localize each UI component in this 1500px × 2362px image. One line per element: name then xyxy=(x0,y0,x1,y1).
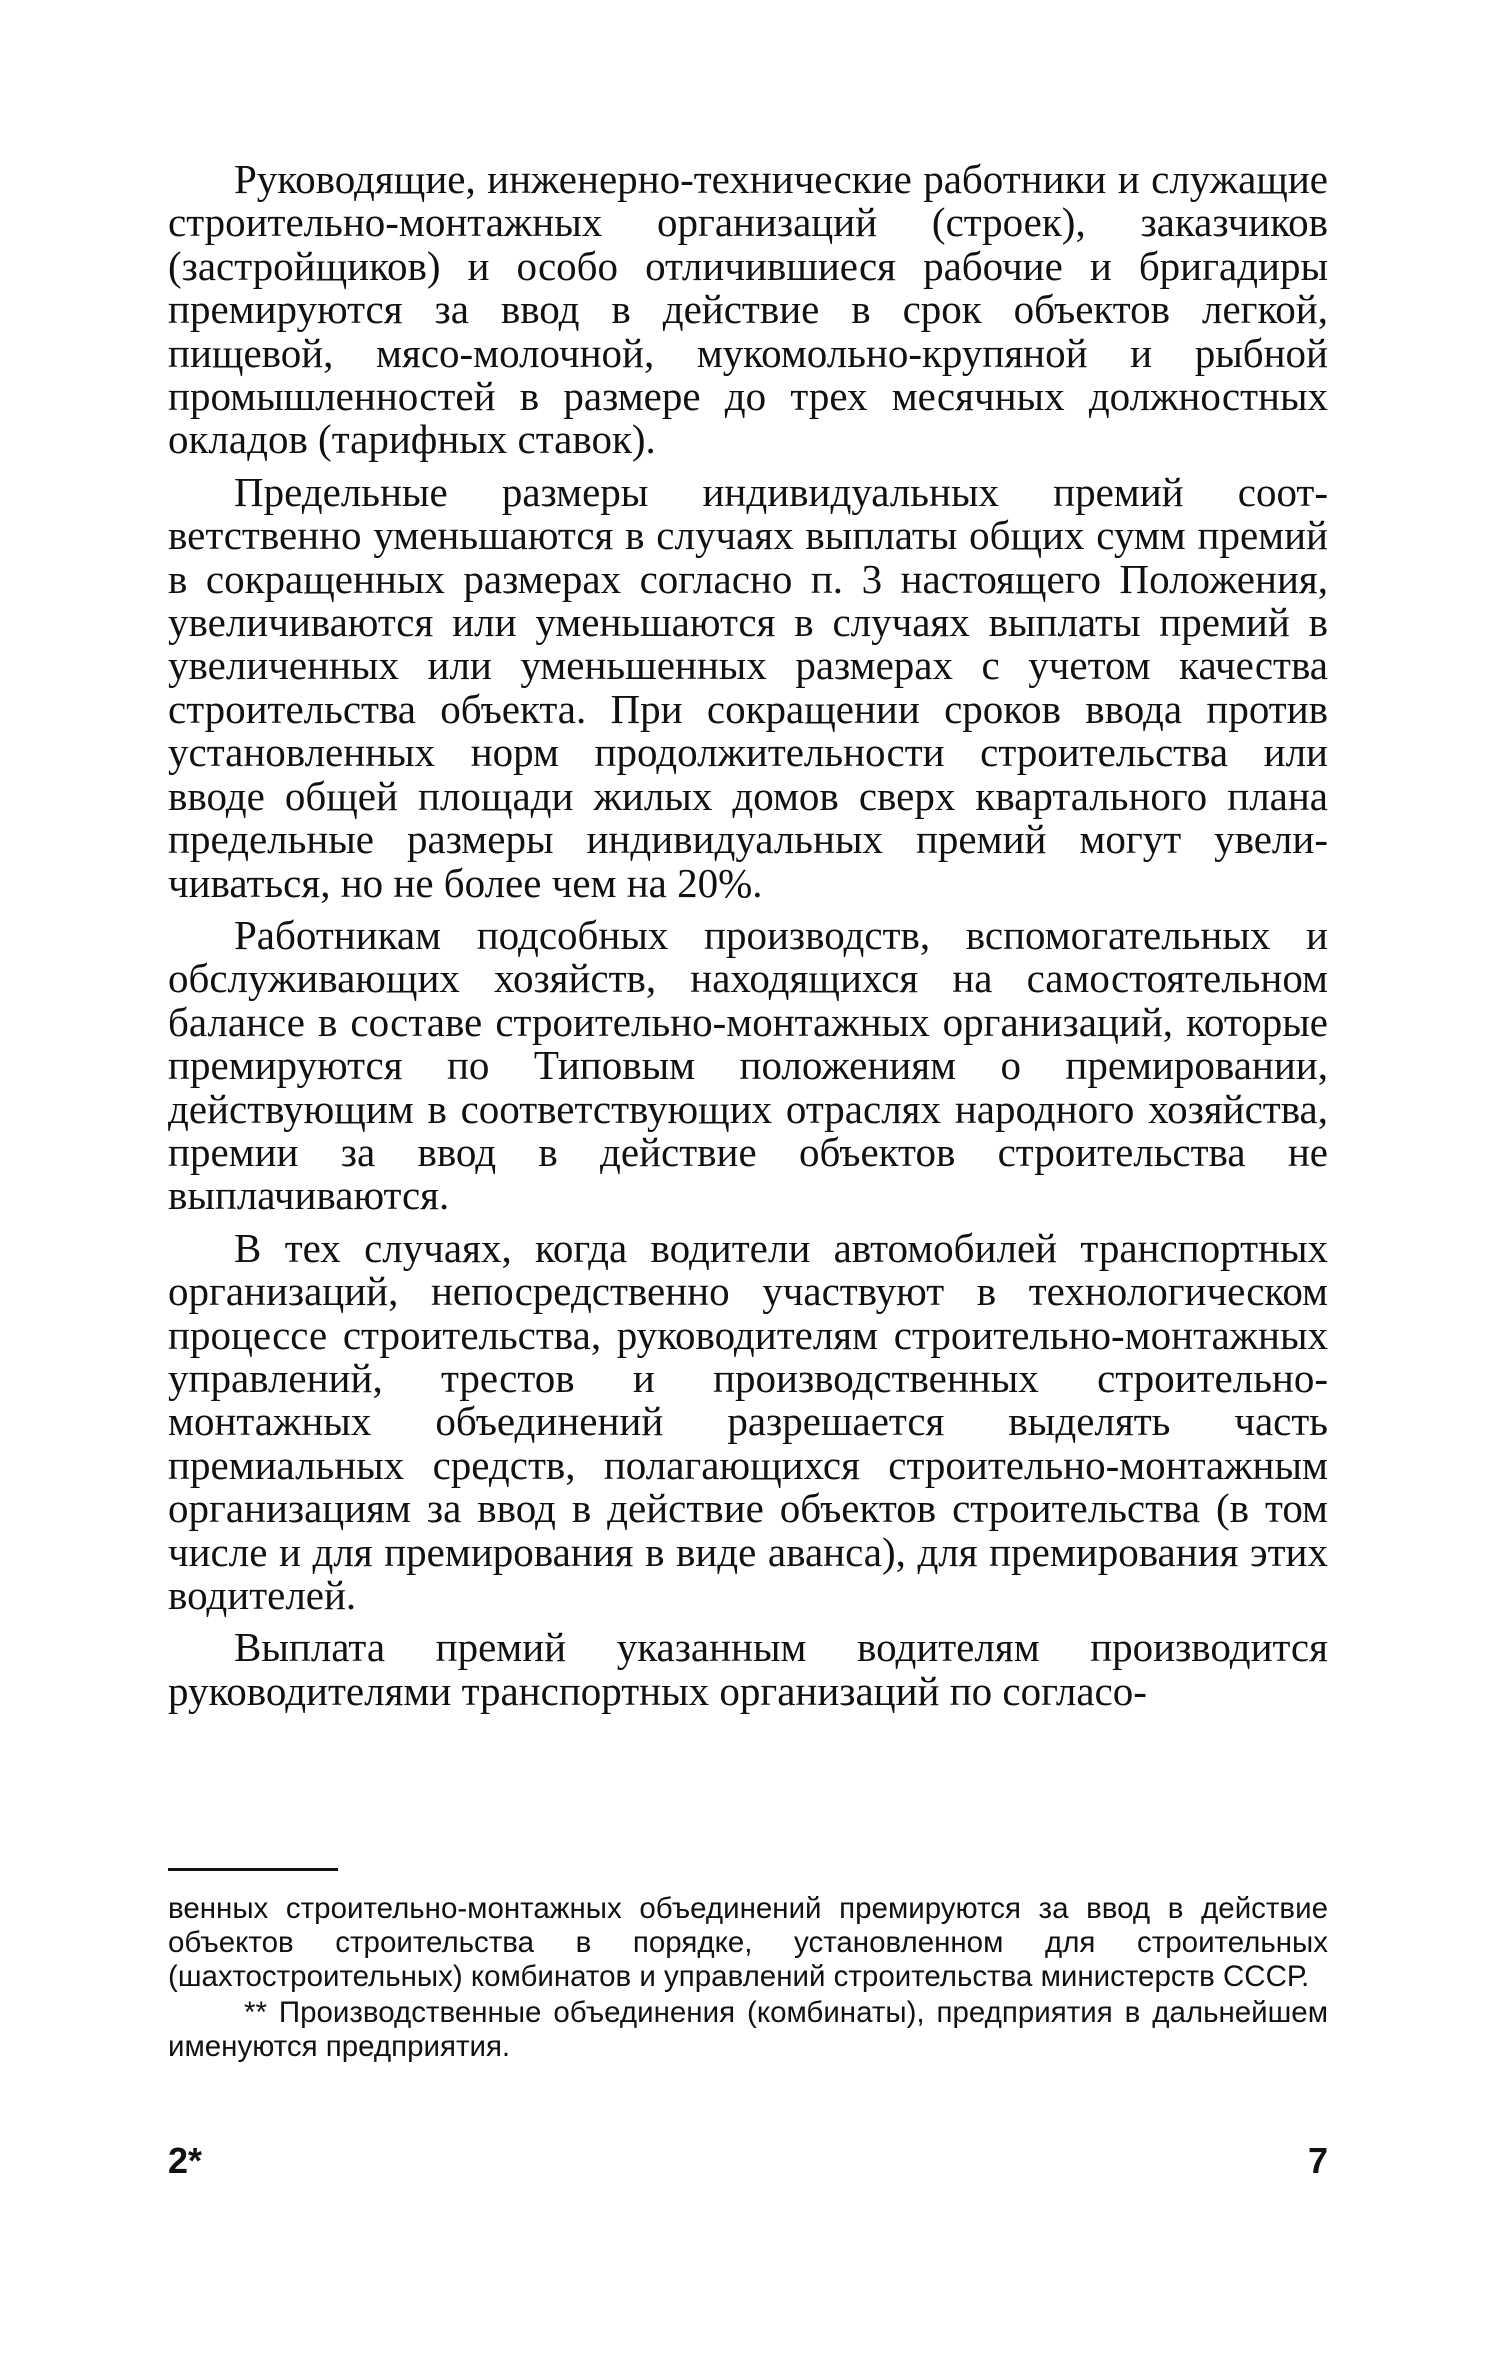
page-footer xyxy=(168,2140,1328,2190)
paragraph-auxiliary-workers: Работникам подсобных производств, вспомогательных и обслуживающих хозяйств, находящихся на самостоятельном балансе в составе строительно-монтажных организаций, которые премируются по Типовым положениям о премировании, действующим в соответствующих отраслях народного хозяйства, премии за ввод в действие объектов строительства не выплачиваются. xyxy=(168,911,1328,1219)
paragraph-driver-premium-payment: Выплата премий указанным водителям производится руководителями транспортных организаций по согласо- xyxy=(168,1624,1328,1714)
paragraph-limit-adjustments: Предельные размеры индивидуальных премий соответственно уменьшаются в случаях выплаты общих сумм премий в сокращенных размерах согласно п. 3 настоящего Положения, увеличиваются или уменьшаются в случаях выплаты премий в увеличенных или уменьшенных размерах с учетом качества строительства объекта. При сокращении сроков ввода против установленных норм продолжительности строительства или вводе общей площади жилых домов сверх квартального плана предельные размеры индивидуальных премий могут увеличиваться, но не более чем на 20%. xyxy=(168,468,1328,906)
page-number: 7 xyxy=(1307,2140,1328,2181)
footnote-divider xyxy=(168,1868,338,1871)
main-text xyxy=(168,158,1328,1722)
paragraph-premium-sizes-light-industry: Руководящие, инженерно-технические работники и служащие строительно-монтажных организаций (строек), заказчиков (застройщиков) и особо отличившиеся рабочие и бригадиры премируются за ввод в действие в срок объектов легкой, пищевой, мясо-молочной, мукомольно-крупяной и рыбной промышленностей в размере до трех месячных должностных окладов (тарифных ставок). xyxy=(168,156,1328,463)
footnote-double-star: ** Производственные объединения (комбинаты), предприятия в дальнейшем именуются предприятия. xyxy=(168,1996,1328,2063)
signature-mark: 2* xyxy=(168,2140,203,2181)
paragraph-transport-drivers: В тех случаях, когда водители автомобилей транспортных организаций, непосредственно участвуют в технологическом процессе строительства, руководителям строительно-монтажных управлений, трестов и производственных строительно-монтажных объединений разрешается выделять часть премиальных средств, полагающихся строительно-монтажным организациям за ввод в действие объектов строительства (в том числе и для премирования в виде аванса), для премирования этих водителей. xyxy=(168,1224,1328,1618)
footnote-continuation: венных строительно-монтажных объединений премируются за ввод в действие объектов строительства в порядке, установленном для строительных (шахтостроительных) комбинатов и управлений строительства министерств СССР. xyxy=(168,1892,1328,1993)
footnotes xyxy=(168,1892,1328,2066)
